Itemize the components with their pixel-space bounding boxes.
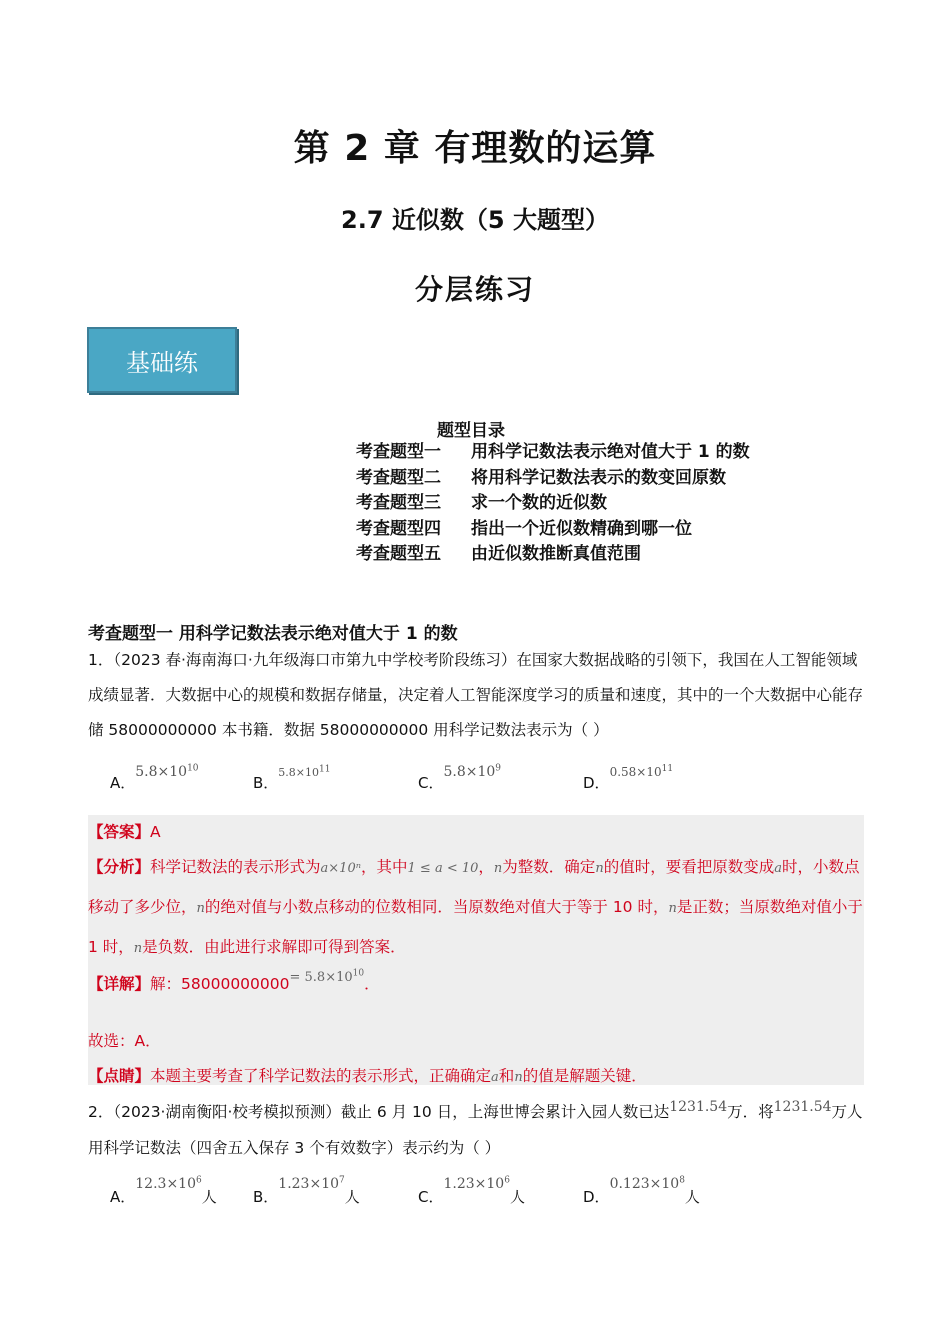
option-math: [135, 1176, 201, 1192]
analysis-text: 是负数．由此进行求解即可得到答案．: [142, 938, 406, 956]
toc-item-label: 考查题型四: [356, 518, 441, 539]
option-math: [443, 1176, 509, 1192]
option-base: 0.123×10: [609, 1176, 680, 1192]
option-base: 0.58×10: [609, 765, 662, 779]
toc-item[interactable]: [356, 542, 750, 568]
option-unit: 人: [201, 1188, 217, 1206]
option-base: 1.23×10: [278, 1176, 340, 1192]
option-base: 5.8×10: [278, 766, 320, 779]
math-expr: 1 ≤ a < 10: [407, 861, 479, 876]
toc-item-label: 考查题型五: [356, 544, 441, 564]
question-2-text: [88, 1095, 868, 1166]
option-letter: B．: [253, 774, 279, 792]
comment-text: 和: [498, 1067, 515, 1085]
option-letter: A．: [110, 774, 136, 792]
q2-text: 万人用科学记数法（四舍五入保存 3 个有效数字）表示约为（ ）: [88, 1103, 863, 1157]
section-title: 2.7 近似数（5 大题型）: [341, 206, 609, 234]
q2-number: 1231.54: [669, 1099, 728, 1115]
option-math: [278, 1176, 344, 1192]
option-b[interactable]: [253, 760, 331, 792]
option-exp: 10: [187, 763, 199, 774]
option-letter: A．: [110, 1188, 136, 1206]
comment-text: 的值是解题关键．: [522, 1067, 647, 1085]
option-math: [278, 766, 330, 779]
q2-number: 1231.54: [773, 1099, 832, 1115]
math-expr: n: [668, 901, 677, 916]
option-d[interactable]: [583, 760, 674, 792]
toc-item-text: 指出一个近似数精确到哪一位: [471, 518, 692, 539]
comment-text: 本题主要考查了科学记数法的表示形式，正确确定: [150, 1067, 492, 1085]
toc-title: 题型目录: [437, 421, 505, 441]
option-base: 5.8×10: [135, 764, 188, 780]
option-d[interactable]: [583, 1172, 700, 1206]
analysis-text: 科学记数法的表示形式为: [150, 858, 321, 876]
basic-practice-badge: 基础练: [87, 327, 237, 393]
analysis-text: ，: [478, 858, 494, 876]
math-expr: n: [493, 861, 503, 876]
toc-item-text: 用科学记数法表示绝对值大于 1 的数: [471, 442, 750, 462]
q2-text: 万．将: [727, 1103, 774, 1121]
layer-title: 分层练习: [414, 273, 535, 306]
answer-value: A: [150, 823, 161, 841]
q2-text: 2．（2023·湖南衡阳·校考模拟预测）截止 6 月 10 日，上海世博会累计入园人数已达: [88, 1103, 670, 1121]
analysis-text: 的绝对值与小数点移动的位数相同．当原数绝对值大于等于 10 时，: [204, 898, 669, 916]
analysis-text: 时，小数点移动了多少位，: [88, 858, 860, 916]
question-2-options: [0, 1172, 950, 1206]
option-exp: 6: [504, 1175, 510, 1186]
option-exp: 7: [339, 1175, 345, 1186]
toc-item-label: 考查题型三: [356, 493, 441, 513]
option-math: [443, 764, 501, 780]
answer-line: [88, 820, 868, 842]
chapter-title: 第 2 章 有理数的运算: [293, 128, 657, 169]
section-heading: 考查题型一 用科学记数法表示绝对值大于 1 的数: [88, 624, 458, 644]
math-expr: [290, 970, 365, 985]
option-unit: 人: [344, 1188, 360, 1206]
answer-label: 【答案】: [88, 823, 151, 841]
math-expr: a: [774, 861, 782, 876]
toc-item-label: 考查题型二: [356, 467, 441, 488]
option-exp: 11: [319, 764, 331, 775]
math-expr: n: [133, 941, 143, 956]
comment-label: 【点睛】: [88, 1067, 151, 1085]
detail-text: 解：58000000000: [150, 975, 290, 993]
math-expr: a×10ⁿ: [320, 861, 361, 876]
choose-line: 故选：A．: [88, 1032, 161, 1050]
option-math: [135, 764, 198, 780]
option-a[interactable]: [110, 760, 199, 792]
question-1-options: [0, 760, 950, 794]
option-c[interactable]: [418, 1172, 525, 1206]
detail-line: [88, 968, 868, 994]
analysis-label: 【分析】: [88, 858, 151, 876]
option-math: [610, 765, 674, 779]
analysis-block: [88, 848, 868, 968]
math-expr: n: [595, 861, 604, 876]
option-c[interactable]: [418, 760, 502, 792]
math-expr: n: [196, 901, 205, 916]
toc-item-label: 考查题型一: [356, 442, 441, 462]
toc-item[interactable]: [356, 517, 750, 543]
analysis-text: 的值时，要看把原数变成: [603, 858, 775, 876]
detail-exp: 10: [352, 968, 365, 979]
option-unit: 人: [684, 1188, 700, 1206]
option-letter: C．: [418, 774, 444, 792]
option-letter: C．: [418, 1188, 444, 1206]
detail-label: 【详解】: [88, 975, 151, 993]
toc-item-text: 求一个数的近似数: [471, 493, 607, 513]
analysis-text: 是正数；当原数绝对值小于 1 时，: [88, 898, 863, 956]
toc-item[interactable]: [356, 466, 750, 492]
option-b[interactable]: [253, 1172, 360, 1206]
detail-end: ．: [364, 975, 380, 993]
detail-math: = 5.8×10: [289, 970, 353, 985]
option-exp: 6: [195, 1175, 202, 1186]
option-base: 12.3×10: [135, 1176, 196, 1192]
option-base: 5.8×10: [443, 764, 496, 780]
option-exp: 9: [495, 763, 502, 774]
toc-item[interactable]: [356, 440, 750, 466]
option-letter: D．: [583, 1188, 610, 1206]
toc-item-text: 将用科学记数法表示的数变回原数: [471, 467, 726, 488]
analysis-text: 为整数．确定: [502, 858, 596, 876]
toc-list: [356, 440, 750, 568]
toc-item-text: 由近似数推断真值范围: [471, 544, 641, 564]
math-expr: a: [491, 1070, 499, 1085]
option-base: 1.23×10: [443, 1176, 505, 1192]
question-1-text: 1．（2023 春·海南海口·九年级海口市第九中学校考阶段练习）在国家大数据战略的引领下，我国在人工智能领域成绩显著．大数据中心的规模和数据存储量，决定着人工智能深度学习的质量和速度，其中的一个大数据中心能存储 58000000000 本书籍．数据 58000000000 用科学记数法表示为（ ）: [88, 651, 864, 739]
option-letter: D．: [583, 774, 610, 792]
option-exp: 11: [661, 764, 674, 774]
option-unit: 人: [509, 1188, 525, 1206]
math-expr: n: [514, 1070, 523, 1085]
option-letter: B．: [253, 1188, 279, 1206]
option-exp: 8: [679, 1175, 685, 1186]
option-a[interactable]: [110, 1172, 217, 1206]
comment-line: [88, 1064, 868, 1086]
analysis-text: ，其中: [361, 858, 408, 876]
toc-item[interactable]: [356, 491, 750, 517]
option-math: [610, 1176, 685, 1192]
